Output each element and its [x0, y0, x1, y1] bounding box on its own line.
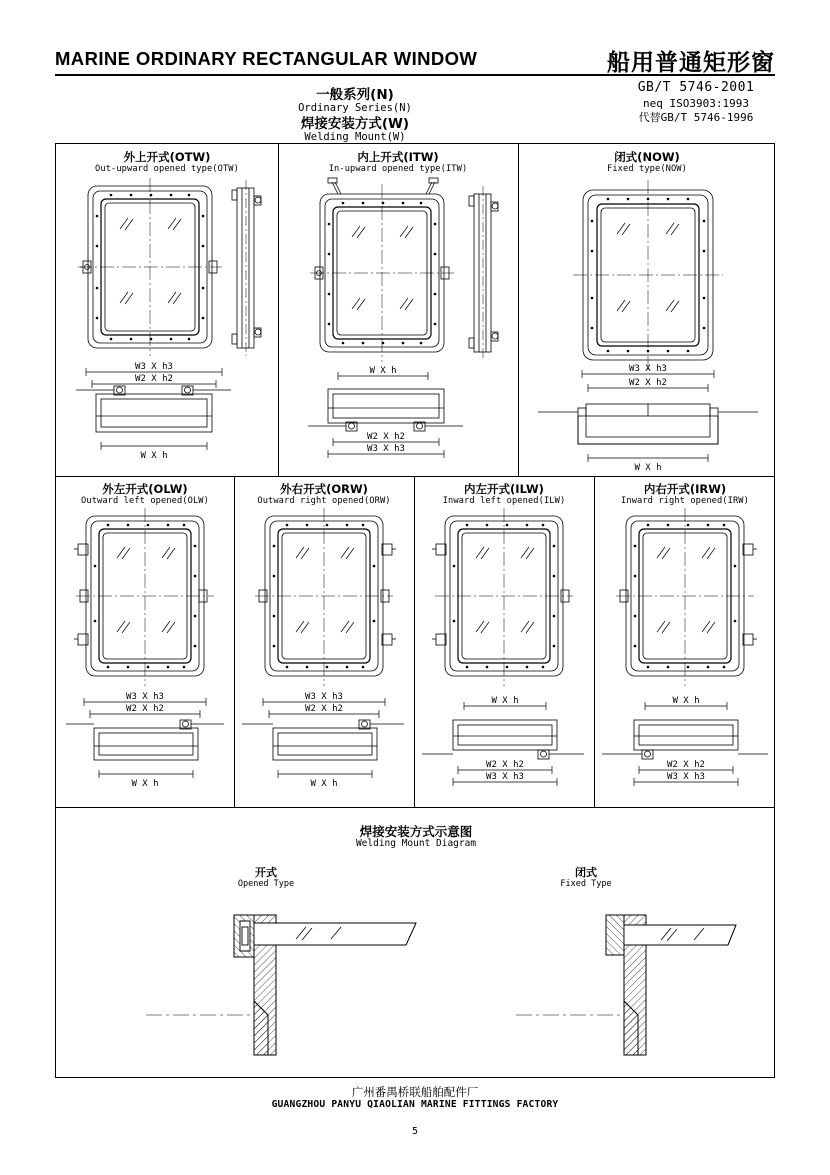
welding-mount-section — [56, 807, 776, 1077]
panel-otw-title-en: Out-upward opened type(OTW) — [95, 164, 239, 175]
company-name-cn: 广州番禺桥联船舶配件厂 — [351, 1085, 479, 1099]
standard-supersedes: 代替GB/T 5746-1996 — [638, 110, 754, 124]
panel-ilw-dim-1: W2 X h2 — [486, 760, 524, 770]
panel-olw-title-en: Outward left opened(OLW) — [81, 496, 209, 507]
panel-orw-dim-1: W2 X h2 — [305, 704, 343, 714]
panel-ilw — [414, 476, 594, 807]
page-title-cn: 船用普通矩形窗 — [607, 50, 775, 76]
diagram-title-en: Welding Mount Diagram — [355, 838, 477, 850]
diagram-opened-caption — [196, 867, 336, 889]
panel-ilw-title-cn: 内左开式(ILW) — [464, 482, 544, 496]
series-label-cn: 一般系列(N) — [316, 87, 394, 103]
panel-orw — [234, 476, 414, 807]
panel-olw-dim-2: W X h — [131, 779, 159, 789]
diagram-fixed-cn: 闭式 — [575, 866, 597, 879]
panel-irw-dim-2: W3 X h3 — [667, 772, 705, 782]
mount-label-cn: 焊接安装方式(W) — [300, 115, 410, 132]
panel-itw — [278, 144, 518, 476]
drawing-frame — [55, 143, 775, 1078]
panel-otw-dim-2: W X h — [140, 451, 168, 461]
fixed-type-section-drawing — [436, 905, 766, 1065]
panel-irw — [594, 476, 776, 807]
company-name-en: GUANGZHOU PANYU QIAOLIAN MARINE FITTINGS FACTORY — [271, 1099, 559, 1111]
panel-orw-dim-2: W X h — [310, 779, 338, 789]
panel-now-dim-1: W2 X h2 — [629, 378, 667, 388]
page-title-en: MARINE ORDINARY RECTANGULAR WINDOW — [55, 48, 478, 69]
panel-ilw-dim-0: W X h — [491, 696, 519, 706]
series-label-en: Ordinary Series(N) — [298, 102, 412, 115]
standard-code: GB/T 5746-2001 — [637, 80, 755, 95]
diagram-opened-en: Opened Type — [237, 878, 295, 889]
panel-irw-title-en: Inward right opened(IRW) — [621, 496, 749, 507]
mount-label-en: Welding Mount(W) — [304, 130, 406, 143]
document-footer — [0, 1085, 830, 1111]
diagram-fixed-en: Fixed Type — [560, 878, 612, 889]
panel-itw-dim-2: W3 X h3 — [367, 444, 405, 454]
panel-now — [518, 144, 776, 476]
diagram-fixed-caption — [516, 867, 656, 889]
panel-irw-title-cn: 内右开式(IRW) — [643, 482, 727, 496]
panel-otw-dim-1: W2 X h2 — [135, 374, 173, 384]
panel-irw-dim-0: W X h — [672, 696, 700, 706]
panel-olw-dim-0: W3 X h3 — [126, 692, 164, 702]
panel-itw-dim-0: W X h — [369, 366, 397, 376]
panel-itw-title-cn: 内上开式(ITW) — [357, 150, 439, 164]
panel-orw-dim-0: W3 X h3 — [305, 692, 343, 702]
page-number: 5 — [411, 1126, 419, 1137]
panel-otw — [56, 144, 278, 476]
panel-ilw-title-en: Inward left opened(ILW) — [442, 496, 566, 507]
diagram-opened-cn: 开式 — [255, 866, 277, 879]
panel-now-title-en: Fixed type(NOW) — [607, 164, 687, 175]
panel-olw-title-cn: 外左开式(OLW) — [102, 482, 188, 496]
panel-orw-title-cn: 外右开式(ORW) — [280, 482, 368, 496]
panel-olw — [56, 476, 234, 807]
panel-now-dim-2: W X h — [634, 463, 662, 473]
panel-itw-title-en: In-upward opened type(ITW) — [328, 164, 468, 175]
panel-now-dim-0: W3 X h3 — [629, 364, 667, 374]
panel-now-title-cn: 闭式(NOW) — [614, 150, 680, 164]
panel-orw-title-en: Outward right opened(ORW) — [257, 496, 391, 507]
standard-equivalence: neq ISO3903:1993 — [643, 96, 749, 110]
panel-ilw-dim-2: W3 X h3 — [486, 772, 524, 782]
header-rule — [55, 74, 775, 76]
series-caption — [55, 88, 655, 144]
panel-irw-dim-1: W2 X h2 — [667, 760, 705, 770]
panel-otw-title-cn: 外上开式(OTW) — [123, 150, 211, 164]
opened-type-section-drawing — [116, 905, 446, 1065]
diagram-title-cn: 焊接安装方式示意图 — [359, 824, 473, 839]
panel-olw-dim-1: W2 X h2 — [126, 704, 164, 714]
panel-itw-dim-1: W2 X h2 — [367, 432, 405, 442]
panel-otw-dim-0: W3 X h3 — [135, 362, 173, 372]
